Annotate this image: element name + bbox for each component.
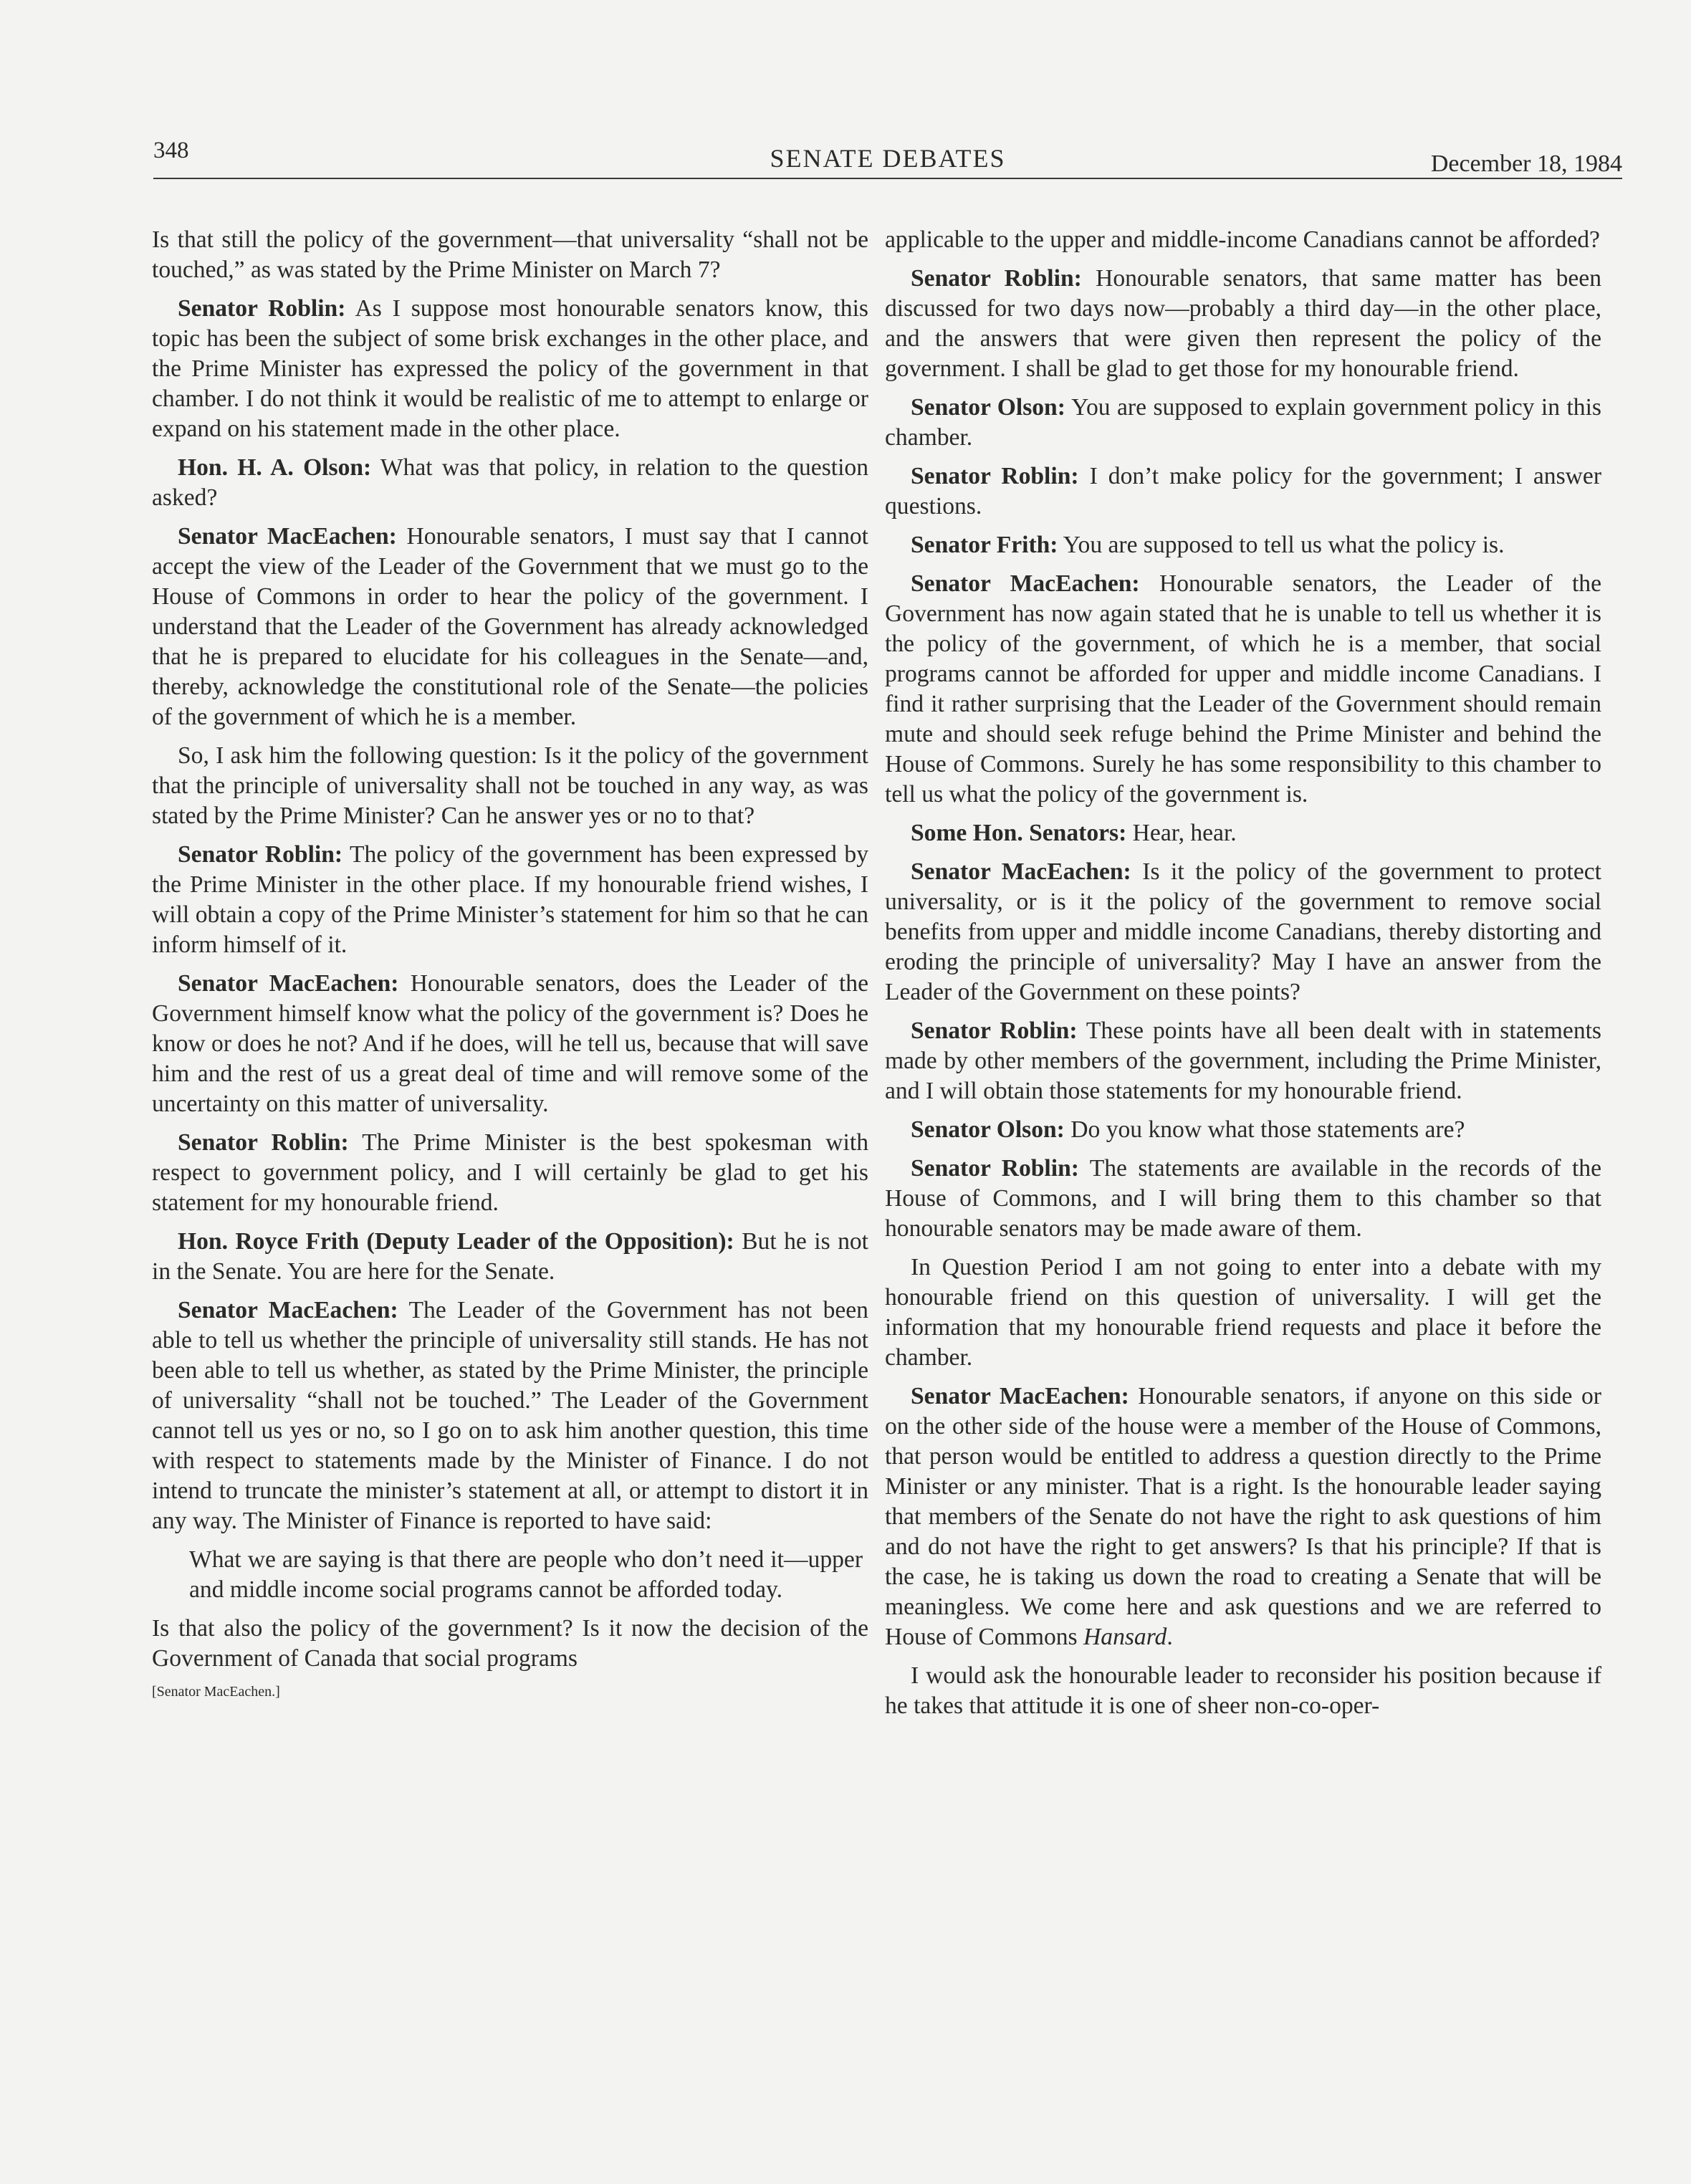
hansard-italic: Hansard	[1083, 1624, 1167, 1650]
paragraph: So, I ask him the following question: Is it the policy of the government that the principle of universality shall not be touched in any way, as was stated by the Prime Minister? Can he answer yes or no to that?	[152, 742, 868, 829]
page-number: 348	[153, 138, 189, 163]
paragraph: Some Hon. Senators: Hear, hear.	[911, 820, 1237, 846]
speaker-name: Senator Olson:	[911, 394, 1065, 421]
paragraph: Senator Roblin: The statements are available in the records of the House of Commons, and I will bring them to this chamber so that honourable senators may be made aware of them.	[885, 1155, 1601, 1242]
publication-title: SENATE DEBATES	[770, 144, 1006, 173]
running-footer: [Senator MacEachen.]	[152, 1684, 280, 1700]
speaker-name: Senator Roblin:	[911, 463, 1079, 489]
paragraph: Senator Olson: Do you know what those statements are?	[911, 1116, 1465, 1143]
speaker-name: Hon. Royce Frith (Deputy Leader of the Opposition):	[178, 1228, 734, 1255]
paragraph: In Question Period I am not going to enter into a debate with my honourable friend on this question of universality. I will get the information that my honourable friend requests and place it before the chamber.	[885, 1254, 1601, 1371]
speaker-name: Senator MacEachen:	[178, 523, 397, 550]
speaker-name: Senator Roblin:	[911, 1017, 1078, 1044]
speaker-name: Some Hon. Senators:	[911, 820, 1127, 846]
paragraph: Senator Roblin: I don’t make policy for the government; I answer questions.	[885, 463, 1601, 519]
paragraph: Senator Roblin: The policy of the government has been expressed by the Prime Minister in the other place. If my honourable friend wishes, I will obtain a copy of the Prime Minister’s statement for him so that he can inform himself of it.	[152, 841, 868, 958]
paragraph: Hon. Royce Frith (Deputy Leader of the Opposition): But he is not in the Senate. You are here for the Senate.	[152, 1228, 869, 1285]
paragraph: Senator Roblin: These points have all been dealt with in statements made by other members of the government, including the Prime Minister, and I will obtain those statements for my honourable friend.	[885, 1017, 1602, 1104]
left-column	[152, 225, 868, 1701]
speaker-name: Senator MacEachen:	[911, 570, 1140, 597]
paragraph: Senator MacEachen: Honourable senators, does the Leader of the Government himself know what the policy of the government is? Does he know or does he not? And if he does, will he tell us, because that will save him and the rest of us a great deal of time and will remove some of the uncertainty on this matter of universality.	[152, 970, 868, 1117]
page-header	[153, 138, 1622, 179]
speaker-name: Senator MacEachen:	[178, 1297, 398, 1323]
speaker-name: Senator Roblin:	[178, 295, 346, 322]
speaker-name: Senator Roblin:	[911, 1155, 1079, 1182]
speaker-name: Senator Frith:	[911, 532, 1058, 558]
paragraph: I would ask the honourable leader to reconsider his position because if he takes that attitude it is one of sheer non-co-oper-	[885, 1662, 1601, 1719]
speaker-name: Senator Roblin:	[178, 841, 343, 868]
paragraph: Senator Olson: You are supposed to explain government policy in this chamber.	[885, 394, 1601, 451]
speaker-name: Senator Roblin:	[911, 265, 1082, 292]
paragraph: Senator MacEachen: Honourable senators, if anyone on this side or on the other side of the house were a member of the House of Commons, that person would be entitled to address a question directly to the Prime Minister or any minister. That is a right. Is the honourable leader saying that members of the Senate do not have the right to ask questions of him and do not have the right to get answers? Is that his principle? If that is the case, he is taking us down the road to creating a Senate that will be meaningless. We come here and ask questions and we are referred to House of Commons Hansard.	[885, 1383, 1601, 1650]
speaker-name: Senator MacEachen:	[178, 970, 399, 997]
block-quote: What we are saying is that there are people who don’t need it—upper and middle income social programs cannot be afforded today.	[189, 1546, 863, 1603]
paragraph: Hon. H. A. Olson: What was that policy, in relation to the question asked?	[152, 454, 869, 511]
paragraph: Senator Roblin: As I suppose most honourable senators know, this topic has been the subject of some brisk exchanges in the other place, and the Prime Minister has expressed the policy of the government in that chamber. I do not think it would be realistic of me to attempt to enlarge or expand on his statement made in the other place.	[152, 295, 868, 442]
paragraph: Senator MacEachen: The Leader of the Government has not been able to tell us whether the principle of universality still stands. He has not been able to tell us whether, as stated by the Prime Minister, the principle of universality “shall not be touched.” The Leader of the Government cannot tell us yes or no, so I go on to ask him another question, this time with respect to statements made by the Minister of Finance. I do not intend to truncate the minister’s statement at all, or attempt to distort it in any way. The Minister of Finance is reported to have said:	[152, 1297, 868, 1534]
right-column	[885, 225, 1601, 1730]
speaker-name: Senator Roblin:	[178, 1129, 349, 1156]
paragraph: Senator MacEachen: Honourable senators, the Leader of the Government has now again stated that he is unable to tell us whether it is the policy of the government, of which he is a member, that social programs cannot be afforded for upper and middle income Canadians. I find it rather surprising that the Leader of the Government should remain mute and should seek refuge behind the Prime Minister and behind the House of Commons. Surely he has some responsibility to this chamber to tell us what the policy of the government is.	[885, 570, 1601, 808]
paragraph: applicable to the upper and middle-income Canadians cannot be afforded?	[885, 226, 1600, 253]
paragraph: Is that still the policy of the government—that universality “shall not be touched,” as was stated by the Prime Minister on March 7?	[152, 226, 868, 283]
publication-date: December 18, 1984	[1430, 150, 1622, 177]
speaker-name: Hon. H. A. Olson:	[178, 454, 372, 481]
speaker-name: Senator MacEachen:	[911, 858, 1131, 885]
paragraph: Senator Frith: You are supposed to tell us what the policy is.	[911, 532, 1505, 558]
paragraph: Senator Roblin: The Prime Minister is the best spokesman with respect to government policy, and I will certainly be glad to get his statement for my honourable friend.	[152, 1129, 868, 1216]
speaker-name: Senator Olson:	[911, 1116, 1065, 1143]
paragraph: Is that also the policy of the government? Is it now the decision of the Government of Canada that social programs	[152, 1615, 868, 1672]
speaker-name: Senator MacEachen:	[911, 1383, 1129, 1409]
paragraph: Senator MacEachen: Honourable senators, I must say that I cannot accept the view of the Leader of the Government that we must go to the House of Commons in order to hear the policy of the government. I understand that the Leader of the Government has already acknowledged that he is prepared to elucidate for his colleagues in the Senate—and, thereby, acknowledge the constitutional role of the Senate—the policies of the government of which he is a member.	[152, 523, 868, 730]
paragraph: Senator Roblin: Honourable senators, that same matter has been discussed for two days now—probably a third day—in the other place, and the answers that were given then represent the policy of the government. I shall be glad to get those for my honourable friend.	[885, 265, 1601, 382]
paragraph: Senator MacEachen: Is it the policy of the government to protect universality, or is it the policy of the government to remove social benefits from upper and middle income Canadians, thereby distorting and eroding the principle of universality? May I have an answer from the Leader of the Government on these points?	[885, 858, 1601, 1005]
